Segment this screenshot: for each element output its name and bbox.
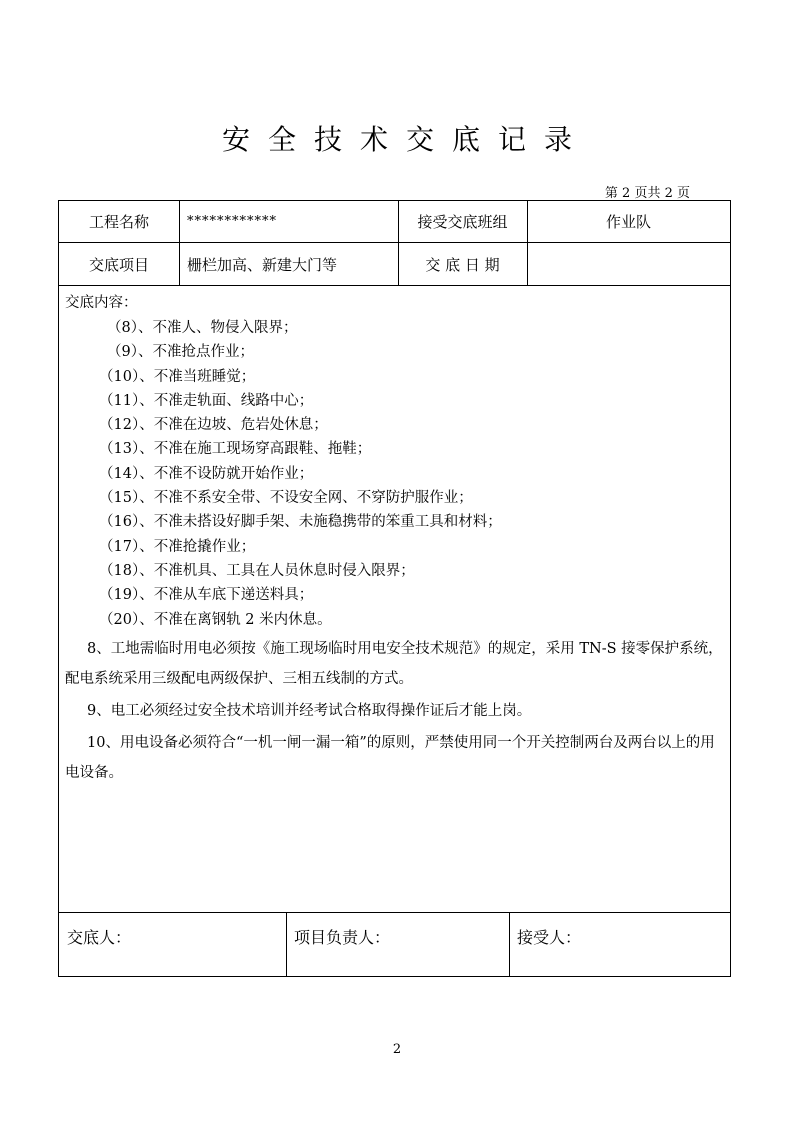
list-item: （9）、不准抢点作业； <box>107 344 254 361</box>
item-label: 交底项目 <box>88 255 149 274</box>
row-divider <box>59 912 730 913</box>
list-item: （15）、不准不系安全带、不设安全网、不穿防护服作业； <box>99 490 473 507</box>
col-divider <box>286 912 287 976</box>
paragraph: 9、电工必须经过安全技术培训并经考试合格取得操作证后才能上岗。 <box>87 702 532 719</box>
date-label: 交 底 日 期 <box>425 255 500 274</box>
list-item: （18）、不准机具、工具在人员休息时侵入限界； <box>99 562 415 579</box>
list-item: （13）、不准在施工现场穿高跟鞋、拖鞋； <box>99 441 372 458</box>
page-info: 第 2 页共 2 页 <box>604 186 690 201</box>
document-title: 安全技术交底记录 <box>221 123 590 156</box>
col-divider <box>509 912 510 976</box>
item-value: 栅栏加高、新建大门等 <box>187 255 338 274</box>
row-divider <box>59 285 730 286</box>
project-lead-signature-label: 项目负责人： <box>294 928 391 947</box>
list-item: （17）、不准抢撬作业； <box>99 538 256 555</box>
paragraph: 10、用电设备必须符合“一机一闸一漏一箱”的原则，严禁使用同一个开关控制两台及两台以上的用电设备。 <box>65 734 715 781</box>
list-item: （14）、不准不设防就开始作业； <box>99 465 314 482</box>
list-item: （20）、不准在离钢轨 2 米内休息。 <box>99 611 332 628</box>
receiving-team-label: 接受交底班组 <box>417 213 508 231</box>
page-number: 2 <box>392 1042 402 1057</box>
paragraph: 8、工地需临时用电必须按《施工现场临时用电安全技术规范》的规定，采用 TN-S 接零保护系统，配电系统采用三级配电两级保护、三相五线制的方式。 <box>65 640 723 687</box>
list-item: （11）、不准走轨面、线路中心； <box>99 392 314 409</box>
list-item: （16）、不准未搭设好脚手架、未施稳携带的笨重工具和材料； <box>99 514 502 531</box>
project-name-label: 工程名称 <box>88 213 149 231</box>
list-item: （12）、不准在边坡、危岩处休息； <box>99 417 328 434</box>
col-divider <box>179 201 180 285</box>
date-value <box>527 243 730 285</box>
list-item: （10）、不准当班睡觉； <box>99 368 256 385</box>
content-label: 交底内容： <box>65 295 138 311</box>
briefing-content <box>65 291 725 788</box>
receiving-team-value: 作业队 <box>605 213 651 231</box>
receiver-signature-label: 接受人： <box>517 928 582 947</box>
project-name-value: ************ <box>187 214 277 229</box>
list-item: （8）、不准人、物侵入限界； <box>107 320 298 336</box>
list-item: （19）、不准从车底下递送料具； <box>99 587 314 604</box>
presenter-signature-label: 交底人： <box>67 928 132 947</box>
record-table <box>58 200 731 977</box>
